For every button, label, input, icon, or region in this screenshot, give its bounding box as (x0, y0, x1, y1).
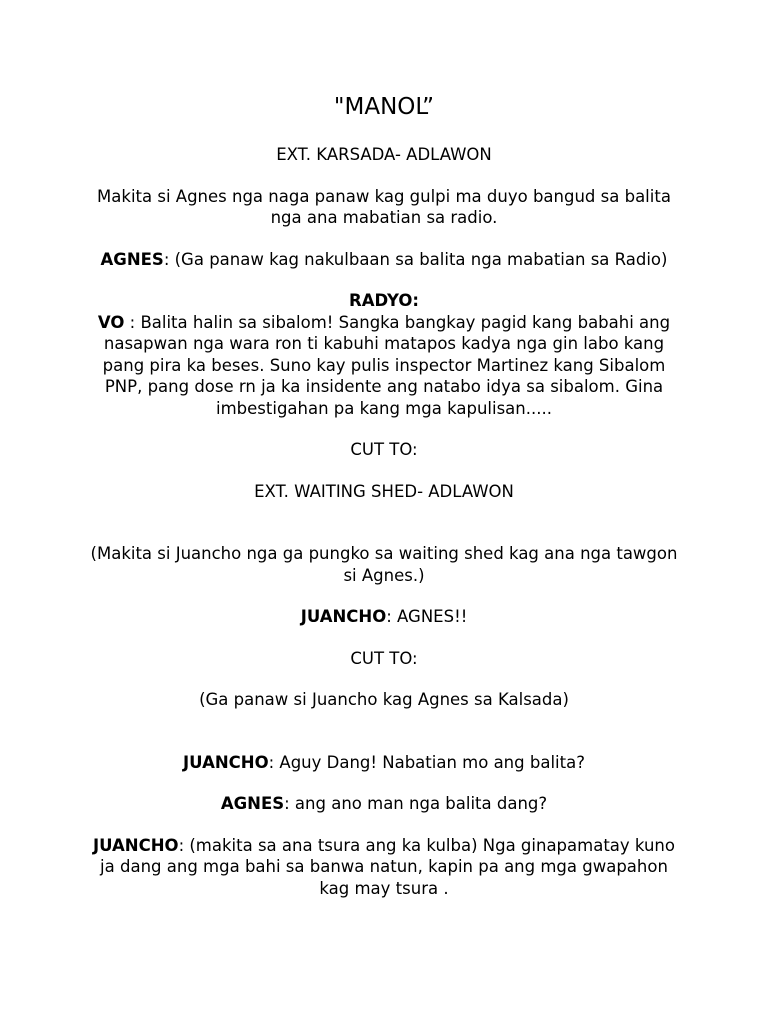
speaker-juancho: JUANCHO (300, 607, 387, 626)
action-agnes-walking: Makita si Agnes nga naga panaw kag gulpi ma duyo bangud sa balita nga ana mabatian sa radio. (97, 186, 671, 227)
dialogue-juancho-1 (86, 606, 682, 628)
speaker-juancho: JUANCHO (183, 752, 269, 772)
transition-cut-to-2: CUT TO: (350, 648, 418, 668)
scene-heading-waiting-shed: EXT. WAITING SHED- ADLAWON (254, 481, 514, 501)
dialogue-text: : Aguy Dang! Nabatian mo ang balita? (268, 752, 585, 772)
action-walking-together: (Ga panaw si Juancho kag Agnes sa Kalsada) (199, 690, 569, 709)
speaker-agnes: AGNES (100, 249, 164, 269)
transition-cut-to-1: CUT TO: (350, 440, 418, 459)
dialogue-text: : AGNES!! (386, 607, 468, 626)
dialogue-text: : (makita sa ana tsura ang ka kulba) Nga ginapamatay kuno ja dang ang mga bahi sa banwa natun, kapin pa ang mga gwapahon kag may tsura . (100, 835, 675, 898)
dialogue-juancho-3 (86, 835, 682, 900)
speaker-juancho: JUANCHO (93, 835, 179, 855)
speaker-radyo: RADYO: (349, 291, 419, 310)
scene-heading-karsada: EXT. KARSADA- ADLAWON (276, 145, 492, 164)
dialogue-vo (86, 312, 682, 420)
action-juancho-waiting: (Makita si Juancho nga ga pungko sa waiting shed kag ana nga tawgon si Agnes.) (90, 544, 678, 585)
dialogue-text: : (Ga panaw kag nakulbaan sa balita nga mabatian sa Radio) (163, 249, 668, 269)
speaker-vo: VO (97, 312, 125, 332)
dialogue-text: : ang ano man nga balita dang? (284, 794, 548, 813)
dialogue-text: : Balita halin sa sibalom! Sangka bangkay pagid kang babahi ang nasapwan nga wara ron ti kabuhi matapos kadya nga gin labo kang pang pira ka beses. Suno kay pulis inspector Martinez kang Sibalom PNP, pang dose rn ja ka insidente ang natabo idya sa sibalom. Gina imbestigahan pa kang mga kapulisan..... (102, 312, 671, 418)
dialogue-agnes-1 (86, 249, 682, 271)
dialogue-juancho-2 (86, 752, 682, 774)
radyo-heading (86, 290, 682, 312)
dialogue-agnes-2 (86, 793, 682, 815)
speaker-agnes: AGNES (220, 794, 285, 813)
script-title: "MANOL” (333, 94, 435, 120)
